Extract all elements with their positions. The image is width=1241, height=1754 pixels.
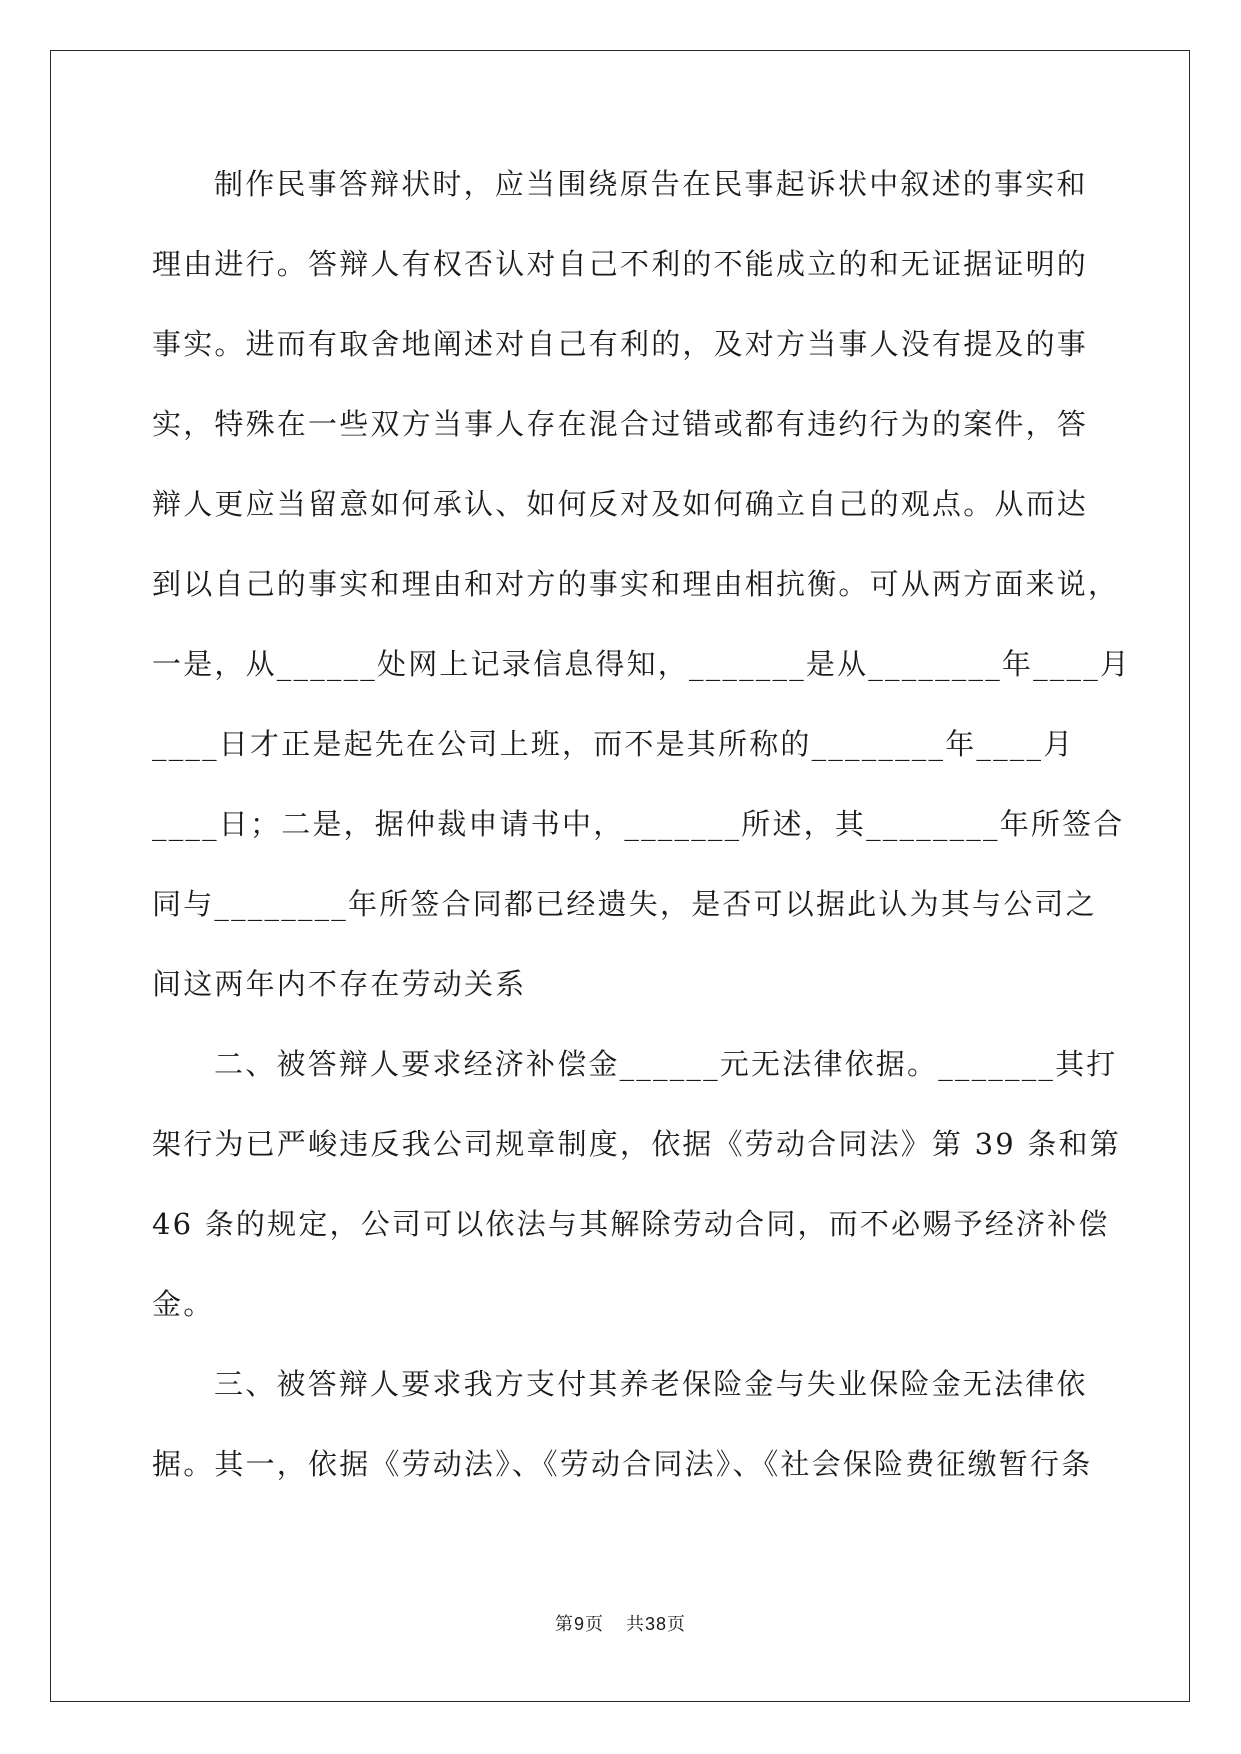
text-line: 实，特殊在一些双方当事人存在混合过错或都有违约行为的案件，答: [152, 407, 1089, 441]
total-pages: 38: [644, 1614, 668, 1634]
text-line: 据。其一，依据《劳动法》、《劳动合同法》、《社会保险费征缴暂行条: [152, 1447, 1093, 1481]
total-prefix: 共: [625, 1614, 645, 1635]
page-prefix: 第: [554, 1614, 574, 1635]
text-line: 到以自己的事实和理由和对方的事实和理由相抗衡。可从两方面来说，: [152, 567, 1120, 601]
text-line: ____日；二是，据仲裁申请书中，_______所述，其________年所签合: [152, 807, 1125, 841]
text-line: 事实。进而有取舍地阐述对自己有利的，及对方当事人没有提及的事: [152, 327, 1089, 361]
text-line: 三、被答辩人要求我方支付其养老保险金与失业保险金无法律依: [214, 1367, 1088, 1401]
text-line: 架行为已严峻违反我公司规章制度，依据《劳动合同法》第 39 条和第: [152, 1127, 1121, 1161]
total-suffix: 页: [667, 1614, 687, 1635]
text-line: 理由进行。答辩人有权否认对自己不利的不能成立的和无证据证明的: [152, 247, 1089, 281]
text-line: 金。: [152, 1287, 215, 1321]
text-line: 间这两年内不存在劳动关系: [152, 967, 527, 1001]
text-line: 二、被答辩人要求经济补偿金______元无法律依据。_______其打: [214, 1047, 1118, 1081]
paragraph-1: [152, 160, 1132, 1040]
paragraph-2: [152, 1040, 1121, 1360]
text-line: ____日才正是起先在公司上班，而不是其所称的________年____月: [152, 727, 1075, 761]
page-suffix: 页: [584, 1614, 604, 1635]
paragraph-3: [152, 1360, 1092, 1520]
text-line: 一是，从______处网上记录信息得知，_______是从________年____月: [152, 647, 1132, 681]
text-line: 制作民事答辩状时，应当围绕原告在民事起诉状中叙述的事实和: [214, 167, 1088, 201]
text-line: 辩人更应当留意如何承认、如何反对及如何确立自己的观点。从而达: [152, 487, 1089, 521]
text-line: 46 条的规定，公司可以依法与其解除劳动合同，而不必赐予经济补偿: [152, 1207, 1110, 1241]
page-number: 9: [573, 1614, 585, 1634]
text-line: 同与________年所签合同都已经遗失，是否可以据此认为其与公司之: [152, 887, 1097, 921]
page-footer: [0, 1610, 1241, 1636]
document-body: [152, 160, 1132, 1520]
